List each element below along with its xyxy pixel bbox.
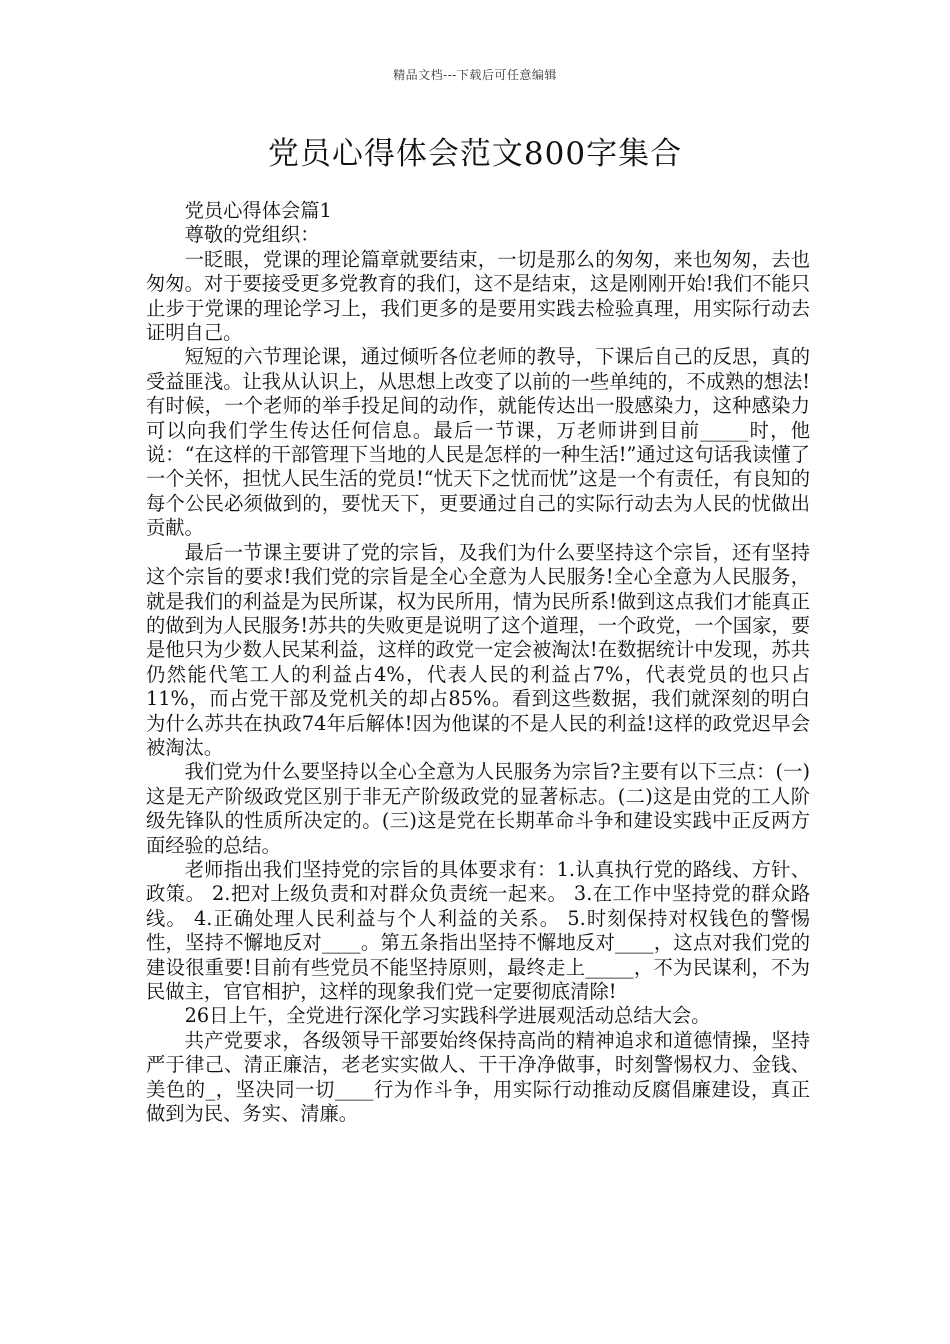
paragraph: 最后一节课主要讲了党的宗旨，及我们为什么要坚持这个宗旨，还有坚持这个宗旨的要求!我们党的宗旨是全心全意为人民服务!全心全意为人民服务，就是我们的利益是为民所谋，权为民所用，情为民所系!做到这点我们才能真正的做到为人民服务!苏共的失败更是说明了这个道理，一个政党，一个国家，要是他只为少数人民某利益，这样的政党一定会被淘汰!在数据统计中发现，苏共仍然能代笔工人的利益占4%，代表人民的利益占7%，代表党员的也只占11%，而占党干部及党机关的却占85%。看到这些数据，我们就深刻的明白为什么苏共在执政74年后解体!因为他谋的不是人民的利益!这样的政党迟早会被淘汰。 [146,540,810,759]
section-heading: 党员心得体会篇1 [184,199,332,222]
header-note: 精品文档---下载后可任意编辑 [393,68,557,82]
paragraph: 一眨眼，党课的理论篇章就要结束，一切是那么的匆匆，来也匆匆，去也匆匆。对于要接受更多党教育的我们，这不是结束，这是刚刚开始!我们不能只止步于党课的理论学习上，我们更多的是要用实践去检验真理，用实际行动去证明自己。 [146,247,810,345]
paragraph: 26日上午，全党进行深化学习实践科学进展观活动总结大会。 [184,1004,711,1028]
document-body [146,199,810,1126]
paragraph: 共产党要求，各级领导干部要始终保持高尚的精神追求和道德情操，坚持严于律己、清正廉洁，老老实实做人、干干净净做事，时刻警惕权力、金钱、美色的_，坚决同一切____行为作斗争，用实际行动推动反腐倡廉建设，真正做到为民、务实、清廉。 [146,1028,810,1126]
paragraph: 我们党为什么要坚持以全心全意为人民服务为宗旨?主要有以下三点：(一)这是无产阶级政党区别于非无产阶级政党的显著标志。(二)这是由党的工人阶级先锋队的性质所决定的。(三)这是党在长期革命斗争和建设实践中正反两方面经验的总结。 [146,760,810,857]
salutation: 尊敬的党组织： [184,223,320,247]
paragraph: 老师指出我们坚持党的宗旨的具体要求有：1.认真执行党的路线、方针、政策。 2.把对上级负责和对群众负责统一起来。 3.在工作中坚持党的群众路线。 4.正确处理人民利益与个人利益的关系。 5.时刻保持对权钱色的警惕性，坚持不懈地反对____。第五条指出坚持不懈地反对____，这点对我们党的建设很重要!目前有些党员不能坚持原则，最终走上_____，不为民谋利，不为民做主，官官相护，这样的现象我们党一定要彻底清除! [146,857,810,1003]
paragraph: 短短的六节理论课，通过倾听各位老师的教导，下课后自己的反思，真的受益匪浅。让我从认识上，从思想上改变了以前的一些单纯的，不成熟的想法!有时候，一个老师的举手投足间的动作，就能传达出一股感染力，这种感染力可以向我们学生传达任何信息。最后一节课，万老师讲到目前_____时，他说：“在这样的干部管理下当地的人民是怎样的一种生活!”通过这句话我读懂了一个关怀，担忧人民生活的党员!“忧天下之忧而忧”这是一个有责任，有良知的每个公民必须做到的，要忧天下，更要通过自己的实际行动去为人民的忧做出贡献。 [146,345,810,540]
document-title: 党员心得体会范文800字集合 [267,136,683,172]
